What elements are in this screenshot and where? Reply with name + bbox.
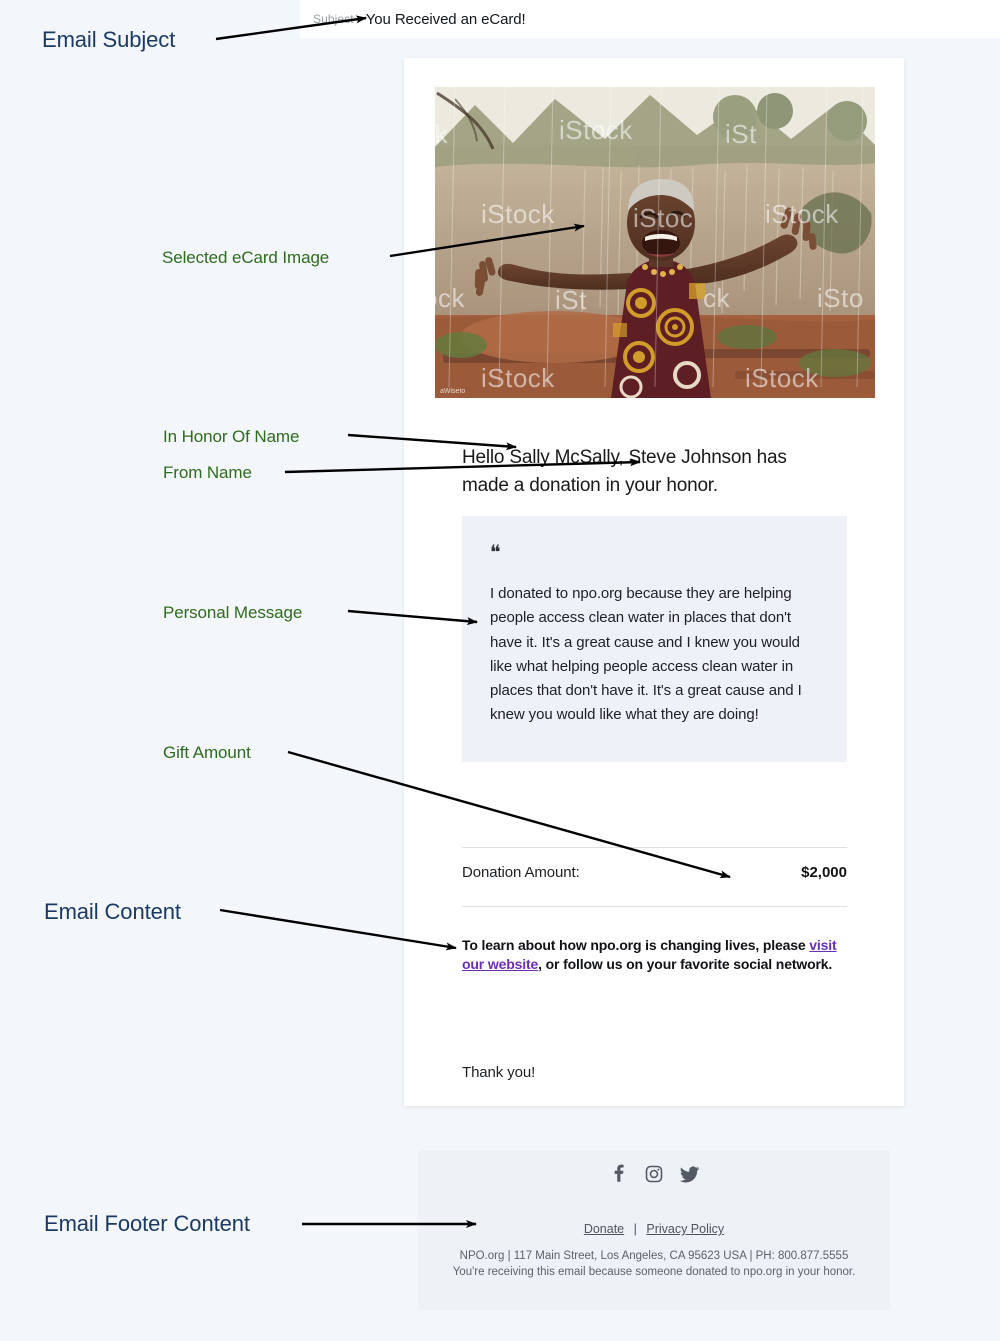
annotation-email-footer-content: Email Footer Content [44, 1211, 250, 1236]
visit-our-website-link[interactable]: visit our website [462, 937, 837, 972]
footer-disclaimer-line: You're receiving this email because someone donated to npo.org in your honor. [452, 1266, 856, 1278]
watermark-istock: iSt [725, 119, 757, 149]
watermark-istock: iStock [481, 363, 555, 393]
ecard-image[interactable] [421, 87, 875, 398]
watermark-istock: ock [423, 283, 465, 313]
email-preview-card [404, 58, 904, 1106]
watermark-istock: iStock [481, 199, 555, 229]
email-body-copy [462, 936, 837, 974]
footer-link-separator: | [633, 1222, 637, 1236]
personal-message-box [462, 516, 847, 762]
donation-amount-row [462, 864, 847, 881]
donate-link[interactable]: Donate [583, 1222, 625, 1236]
watermark-istock: iStock [559, 115, 633, 145]
privacy-policy-link[interactable]: Privacy Policy [646, 1222, 725, 1236]
subject-bar [300, 0, 1000, 38]
watermark-istock: iStock [745, 363, 819, 393]
greeting-text: Hello Sally McSally, Steve Johnson has made a donation in your honor. [462, 447, 787, 496]
annotation-in-honor-of-name: In Honor Of Name [163, 427, 300, 446]
annotation-personal-message: Personal Message [163, 603, 303, 622]
divider-above-amount [462, 847, 847, 848]
annotation-email-content: Email Content [44, 899, 181, 924]
personal-message-text: I donated to npo.org because they are helping people access clean water in places that don't have it. It's a great cause and I knew you would like what helping people access clean water in places that don't have it. It's a great cause and I knew you would like what they are doing! [490, 585, 802, 724]
annotation-gift-amount: Gift Amount [163, 743, 251, 762]
thank-you-text: Thank you! [462, 1064, 536, 1081]
watermark-istock: ck [703, 283, 730, 313]
ecard-image-artwork [435, 87, 875, 398]
donation-amount-value: $2,000 [801, 864, 847, 881]
subject-label: Subject [313, 12, 354, 26]
facebook-icon[interactable] [608, 1163, 630, 1185]
watermark-istock: iSt [555, 285, 587, 315]
annotation-email-subject: Email Subject [42, 27, 176, 52]
quote-icon: ❝ [490, 540, 501, 564]
donation-amount-label: Donation Amount: [462, 864, 580, 881]
divider-below-amount [462, 906, 847, 907]
footer-links [418, 1222, 890, 1236]
footer-address-block [418, 1248, 890, 1280]
annotation-selected-ecard-image: Selected eCard Image [162, 248, 330, 267]
watermark-istock: ck [421, 119, 448, 149]
watermark-istock: iStock [765, 199, 839, 229]
social-icons-row [418, 1150, 890, 1185]
body-copy-suffix: , or follow us on your favorite social network. [538, 956, 833, 972]
watermark-istock: iSto [817, 283, 864, 313]
instagram-icon[interactable] [643, 1163, 665, 1185]
watermark-istock: iStoc [633, 203, 694, 233]
body-copy-prefix: To learn about how npo.org is changing lives, please [462, 937, 810, 953]
subject-value: You Received an eCard! [365, 10, 526, 28]
annotation-from-name: From Name [163, 463, 252, 482]
watermark-credit: aWiseto [440, 388, 466, 395]
email-footer [418, 1150, 890, 1310]
footer-address-line: NPO.org | 117 Main Street, Los Angeles, CA 95623 USA | PH: 800.877.5555 [459, 1250, 849, 1262]
twitter-icon[interactable] [678, 1163, 700, 1185]
